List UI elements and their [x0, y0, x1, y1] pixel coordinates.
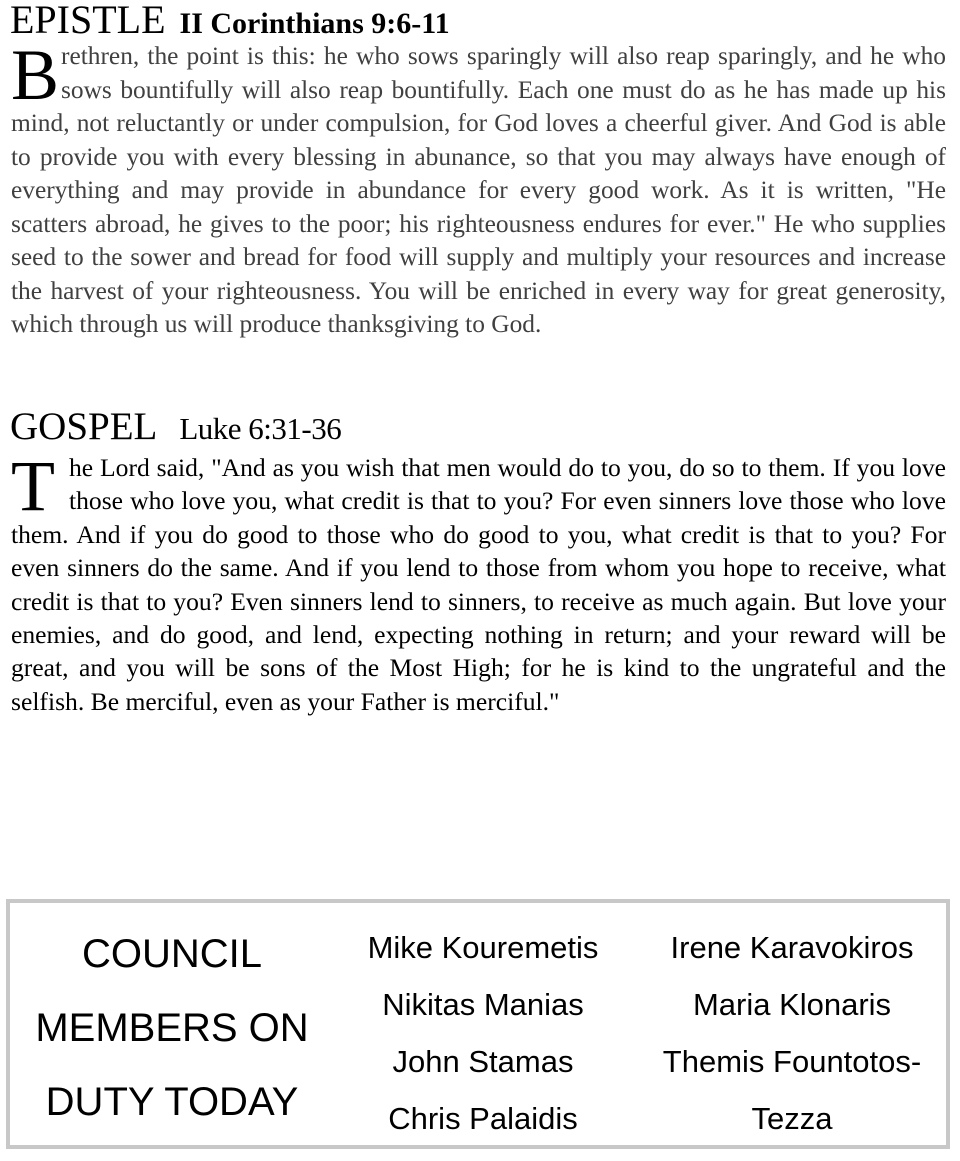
- council-member: Chris Palaidis: [388, 1101, 578, 1136]
- gospel-reading: [11, 446, 946, 718]
- gospel-heading: [10, 404, 341, 449]
- council-title: [22, 917, 322, 1139]
- council-member: Tezza: [751, 1101, 833, 1136]
- gospel-drop-cap: T: [11, 446, 55, 526]
- epistle-body: rethren, the point is this: he who sows sparingly will also reap sparingly, and he who sows bountifully will also reap bountifully. Each one must do as he has made up his mind, not reluctantly or under compulsion, for God loves a cheerful giver. And God is able to provide you with every blessing in abunance, so that you may always have enough of everything and may provide in abundance for every good work. As it is written, "He scatters abroad, he gives to the poor; his righteousness endures for ever." He who supplies seed to the sower and bread for food will supply and multiply your resources and increase the harvest of your righteousness. You will be enriched in every way for great generosity, which through us will produce thanksgiving to God.: [11, 42, 946, 338]
- epistle-reading: [11, 35, 946, 342]
- epistle-label: EPISTLE: [10, 0, 166, 42]
- epistle-reference: II Corinthians 9:6-11: [179, 7, 450, 40]
- council-member: Themis Fountotos-: [662, 1044, 922, 1079]
- council-member: Maria Klonaris: [692, 987, 892, 1022]
- council-column-1: [333, 919, 633, 1147]
- epistle-drop-cap: B: [11, 35, 60, 115]
- council-member: Irene Karavokiros: [670, 930, 914, 965]
- council-member: Mike Kouremetis: [367, 930, 599, 965]
- epistle-heading: [10, 0, 450, 43]
- council-members-box: [6, 899, 950, 1149]
- council-title-line: COUNCIL: [81, 932, 263, 976]
- council-title-line: MEMBERS ON: [35, 1006, 309, 1050]
- gospel-body: he Lord said, "And as you wish that men would do to you, do so to them. If you love those who love you, what credit is that to you? For even sinners love those who love them. And if you do good to those who do good to you, what credit is that to you? For even sinners do the same. And if you lend to those from whom you hope to receive, what credit is that to you? Even sinners lend to sinners, to receive as much again. But love your enemies, and do good, and lend, expecting nothing in return; and your reward will be great, and you will be sons of the Most High; for he is kind to the ungrateful and the selfish. Be merciful, even as your Father is merciful.": [11, 453, 946, 716]
- council-title-line: DUTY TODAY: [45, 1080, 299, 1124]
- council-member: John Stamas: [392, 1044, 574, 1079]
- council-column-2: [642, 919, 942, 1147]
- gospel-label: GOSPEL: [10, 405, 158, 448]
- gospel-reference: Luke 6:31-36: [179, 411, 342, 446]
- council-member: Nikitas Manias: [382, 987, 584, 1022]
